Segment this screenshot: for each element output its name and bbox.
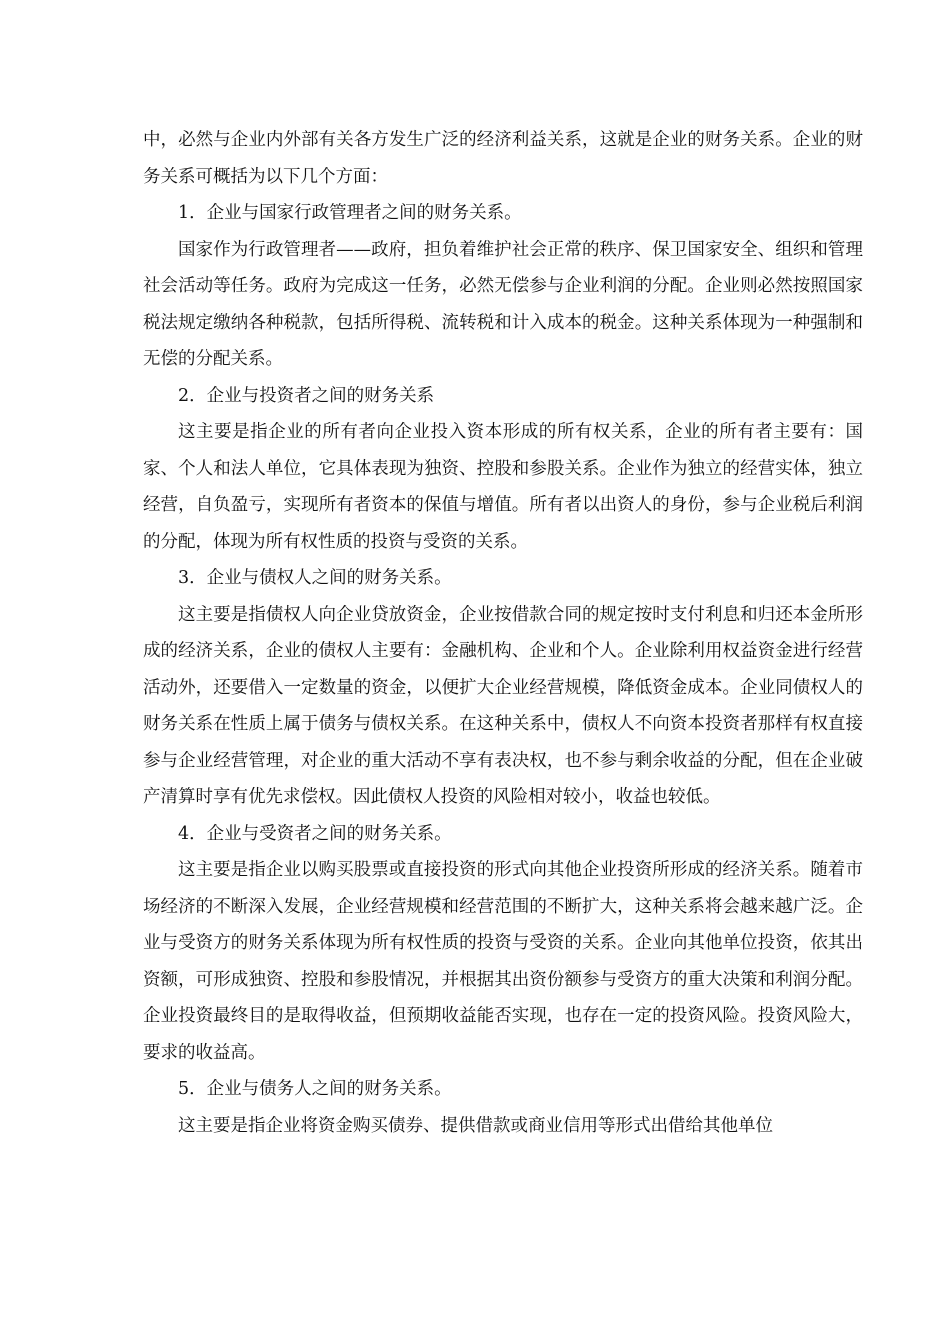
paragraph-section-2: 这主要是指企业的所有者向企业投入资本形成的所有权关系，企业的所有者主要有：国家、个人和法人单位，它具体表现为独资、控股和参股关系。企业作为独立的经营实体，独立经营，自负盈亏，实现所有者资本的保值与增值。所有者以出资人的身份，参与企业税后利润的分配，体现为所有权性质的投资与受资的关系。 xyxy=(143,422,863,552)
paragraph-section-3: 这主要是指债权人向企业贷放资金，企业按借款合同的规定按时支付利息和归还本金所形成的经济关系，企业的债权人主要有：金融机构、企业和个人。企业除利用权益资金进行经营活动外，还要借入一定数量的资金，以便扩大企业经营规模，降低资金成本。企业同债权人的财务关系在性质上属于债务与债权关系。在这种关系中，债权人不向资本投资者那样有权直接参与企业经营管理，对企业的重大活动不享有表决权，也不参与剩余收益的分配，但在企业破产清算时享有优先求偿权。因此债权人投资的风险相对较小，收益也较低。 xyxy=(143,604,863,807)
paragraph-intro: 中，必然与企业内外部有关各方发生广泛的经济利益关系，这就是企业的财务关系。企业的财务关系可概括为以下几个方面： xyxy=(143,130,863,187)
paragraph-section-1: 国家作为行政管理者——政府，担负着维护社会正常的秩序、保卫国家安全、组织和管理社会活动等任务。政府为完成这一任务，必然无偿参与企业利润的分配。企业则必然按照国家税法规定缴纳各种税款，包括所得税、流转税和计入成本的税金。这种关系体现为一种强制和无偿的分配关系。 xyxy=(143,239,863,369)
section-heading-2: 2．企业与投资者之间的财务关系 xyxy=(178,385,435,406)
section-heading-1: 1．企业与国家行政管理者之间的财务关系。 xyxy=(178,203,522,223)
section-heading-3: 3．企业与债权人之间的财务关系。 xyxy=(178,568,452,588)
paragraph-section-5: 这主要是指企业将资金购买债券、提供借款或商业信用等形式出借给其他单位 xyxy=(178,1115,773,1136)
paragraph-section-4: 这主要是指企业以购买股票或直接投资的形式向其他企业投资所形成的经济关系。随着市场经济的不断深入发展，企业经营规模和经营范围的不断扩大，这种关系将会越来越广泛。企业与受资方的财务关系体现为所有权性质的投资与受资的关系。企业向其他单位投资，依其出资额，可形成独资、控股和参股情况，并根据其出资份额参与受资方的重大决策和利润分配。企业投资最终目的是取得收益，但预期收益能否实现，也存在一定的投资风险。投资风险大，要求的收益高。 xyxy=(143,860,863,1063)
section-heading-5: 5．企业与债务人之间的财务关系。 xyxy=(178,1079,452,1099)
section-heading-4: 4．企业与受资者之间的财务关系。 xyxy=(178,823,452,844)
document-body xyxy=(143,122,863,1144)
